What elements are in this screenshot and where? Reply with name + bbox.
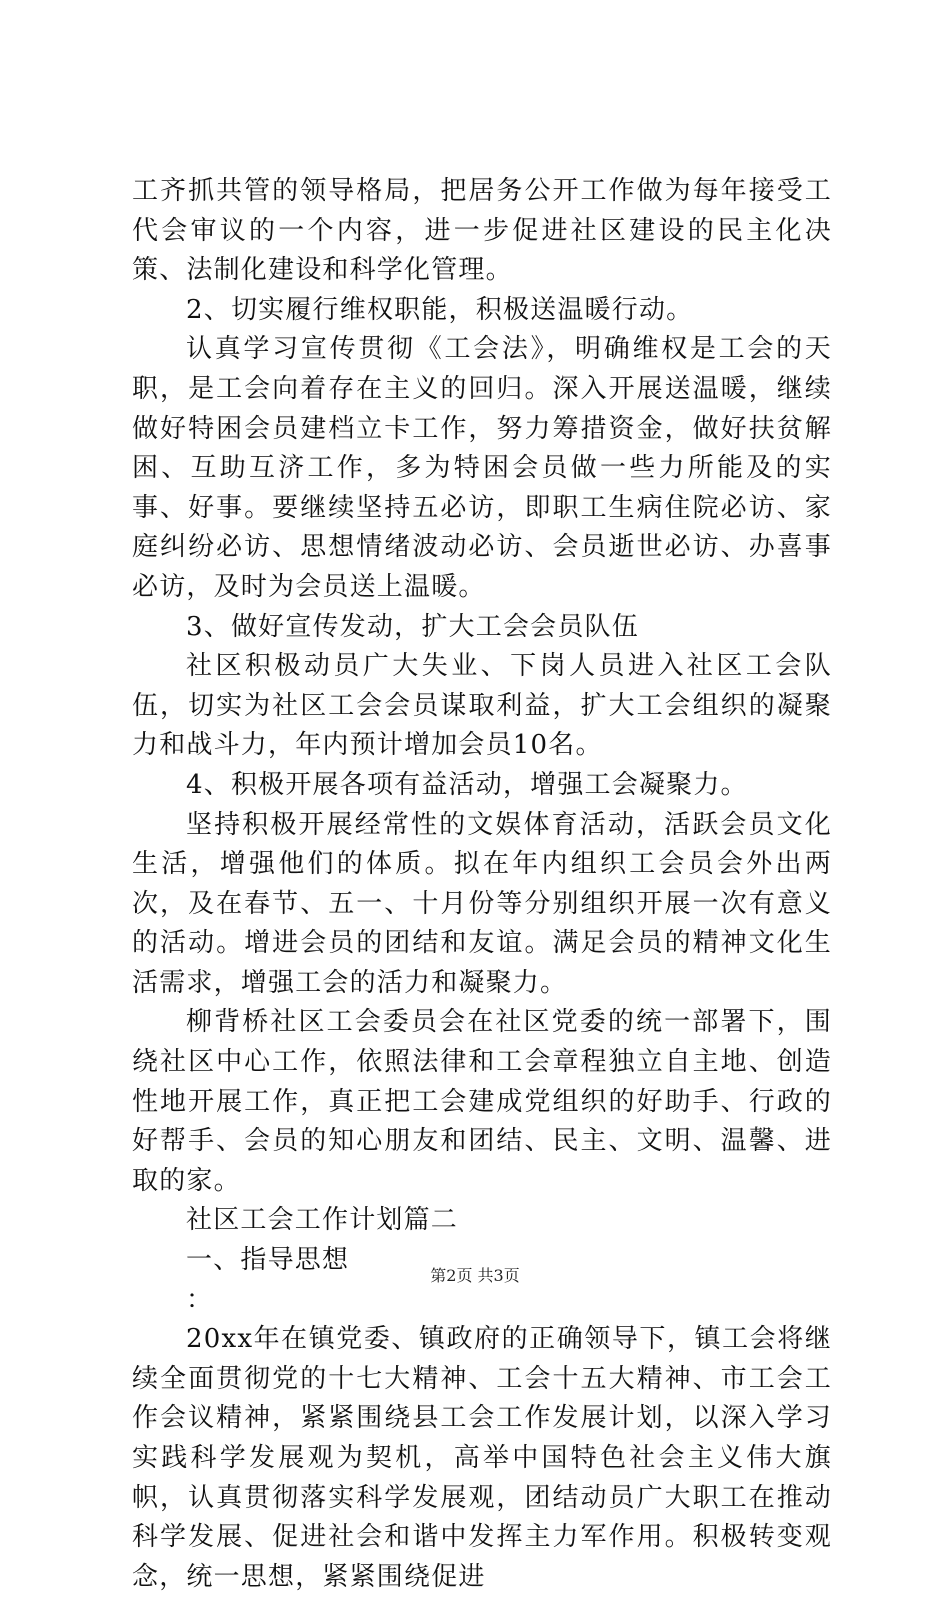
page-footer: 第2页 共3页	[430, 1266, 520, 1285]
section-title: 社区工会工作计划篇二	[186, 1205, 459, 1236]
document-body	[132, 172, 832, 1597]
heading-item-4: 4、积极开展各项有益活动，增强工会凝聚力。	[186, 769, 748, 800]
section-heading: 一、指导思想	[186, 1245, 350, 1276]
paragraph-7: 坚持积极开展经常性的文娱体育活动，活跃会员文化生活，增强他们的体质。拟在年内组织工会员会外出两次，及在春节、五一、十月份等分别组织开展一次有意义的活动。增进会员的团结和友谊。满足会员的精神文化生活需求，增强工会的活力和凝聚力。	[132, 809, 832, 998]
colon-line: ：	[186, 1284, 214, 1315]
paragraph-8: 柳背桥社区工会委员会在社区党委的统一部署下，围绕社区中心工作，依照法律和工会章程独立自主地、创造性地开展工作，真正把工会建成党组织的好助手、行政的好帮手、会员的知心朋友和团结、民主、文明、温馨、进取的家。	[132, 1007, 832, 1196]
paragraph-3: 认真学习宣传贯彻《工会法》，明确维权是工会的天职，是工会向着存在主义的回归。深入开展送温暖，继续做好特困会员建档立卡工作，努力筹措资金，做好扶贫解困、互助互济工作，多为特困会员做一些力所能及的实事、好事。要继续坚持五必访，即职工生病住院必访、家庭纠纷必访、思想情绪波动必访、会员逝世必访、办喜事必访，及时为会员送上温暖。	[132, 334, 832, 602]
heading-item-3: 3、做好宣传发动，扩大工会会员队伍	[186, 611, 639, 642]
paragraph-12: 20xx年在镇党委、镇政府的正确领导下，镇工会将继续全面贯彻党的十七大精神、工会十五大精神、市工会工作会议精神，紧紧围绕县工会工作发展计划，以深入学习实践科学发展观为契机，高举中国特色社会主义伟大旗帜，认真贯彻落实科学发展观，团结动员广大职工在推动科学发展、促进社会和谐中发挥主力军作用。积极转变观念，统一思想，紧紧围绕促进	[132, 1324, 832, 1592]
paragraph-1: 工齐抓共管的领导格局，把居务公开工作做为每年接受工代会审议的一个内容，进一步促进社区建设的民主化决策、法制化建设和科学化管理。	[132, 176, 832, 286]
heading-item-2: 2、切实履行维权职能，积极送温暖行动。	[186, 294, 694, 325]
paragraph-5: 社区积极动员广大失业、下岗人员进入社区工会队伍，切实为社区工会会员谋取利益，扩大工会组织的凝聚力和战斗力，年内预计增加会员10名。	[132, 651, 832, 761]
